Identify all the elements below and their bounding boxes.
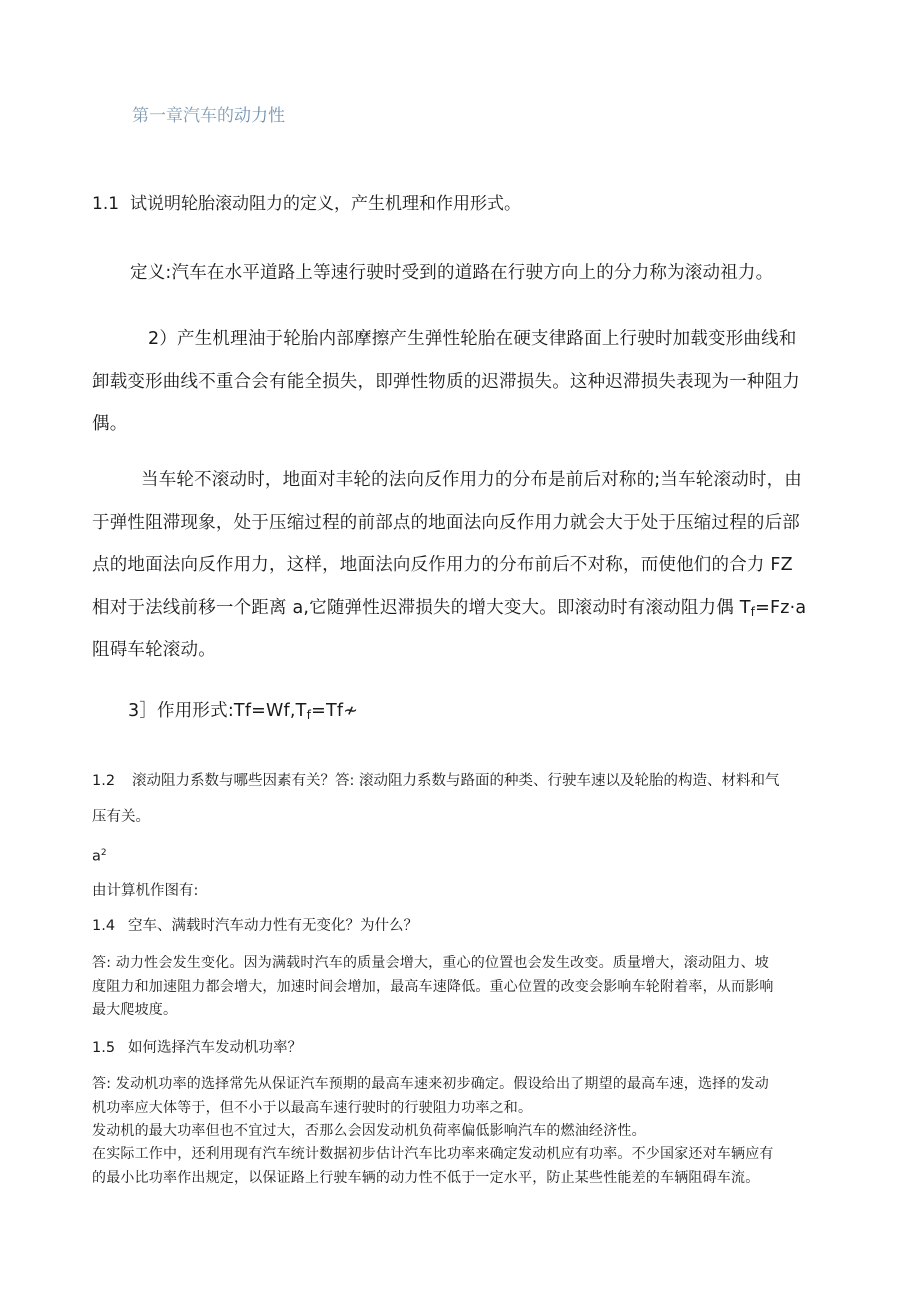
question-1-2 <box>92 769 780 790</box>
question-1-1 <box>92 189 521 214</box>
mechanism-line-2: 卸载变形曲线不重合会有能全损失，即弹性物质的迟滞损失。这种迟滞损失表现为一种阻力 <box>92 372 800 392</box>
action-form-prefix: 3］作用形式:Tf=Wf,T <box>128 701 307 721</box>
explanation-line-5: 阻碍车轮滚动。 <box>92 640 216 660</box>
question-number: 1.4 <box>92 918 116 934</box>
fragment-base: a <box>92 848 101 865</box>
answer-1-4-line-3: 最大爬坡度。 <box>92 1002 178 1018</box>
question-number: 1.2 <box>92 773 116 789</box>
question-number: 1.1 <box>92 194 120 214</box>
question-text: 滚动阻力系数与哪些因素有关？答: 滚动阻力系数与路面的种类、行驶车速以及轮胎的构造、材料和气 <box>132 773 780 789</box>
explanation-line-4-text: 相对于法线前移一个距离 a,它随弹性迟滞损失的增大变大。即滚动时有滚动阻力偶 T <box>92 598 751 618</box>
answer-1-5-line-4: 在实际工作中，还利用现有汽车统计数据初步估计汽车比功率来确定发动机应有功率。不少国家还对车辆应有 <box>92 1146 774 1162</box>
formula-subscript: f <box>750 605 756 620</box>
explanation-line-4 <box>92 594 806 619</box>
explanation-line-1: 当车轮不滚动时，地面对丰轮的法向反作用力的分布是前后对称的;当车轮滚动时，由 <box>141 470 802 490</box>
question-1-4 <box>92 914 418 935</box>
answer-1-5-line-5: 的最小比功率作出规定，以保证路上行驶车辆的动力性不低于一定水平，防止某些性能差的车辆阻碍车流。 <box>92 1170 760 1186</box>
question-1-2-continuation: 压有关。 <box>92 809 150 825</box>
question-text: 试说明轮胎滚动阻力的定义，产生机理和作用形式。 <box>130 194 521 214</box>
fragment-superscript: 2 <box>100 848 107 858</box>
explanation-line-2: 于弹性阻滞现象，处于压缩过程的前部点的地面法向反作用力就会大于处于压缩过程的后部 <box>92 513 800 533</box>
question-1-5 <box>92 1036 302 1057</box>
answer-1-5-line-3: 发动机的最大功率但也不宜过大，否那么会因发动机负荷率偏低影响汽车的燃油经济性。 <box>92 1123 646 1139</box>
action-form-subscript: f <box>306 708 312 723</box>
mechanism-line-1: 2）产生机理油于轮胎内部摩擦产生弹性轮胎在硬支律路面上行驶时加载变形曲线和 <box>148 329 797 349</box>
question-text: 如何选择汽车发动机功率？ <box>128 1040 302 1056</box>
action-form-line <box>128 697 358 722</box>
chapter-title-main: 第一章汽车的 <box>132 106 234 126</box>
computer-plot-note: 由计算机作图有: <box>92 883 199 899</box>
action-form-rest: =Tf≁ <box>311 701 359 721</box>
question-number: 1.5 <box>92 1040 116 1056</box>
explanation-line-3: 点的地面法向反作用力，这样，地面法向反作用力的分布前后不对称，而使他们的合力 FZ <box>92 555 793 575</box>
definition-paragraph: 定义:汽车在水平道路上等速行驶时受到的道路在行驶方向上的分力称为滚动祖力。 <box>130 263 774 283</box>
formula-rest: =Fz·a <box>755 598 807 618</box>
mechanism-line-3: 偶。 <box>92 414 128 434</box>
chapter-title <box>132 101 285 126</box>
question-text: 空车、满载时汽车动力性有无变化？为什么？ <box>128 918 418 934</box>
formula-fragment <box>92 848 107 864</box>
answer-1-4-line-1: 答: 动力性会发生变化。因为满载时汽车的质量会增大，重心的位置也会发生改变。质量增大，滚动阻力、坡 <box>92 955 769 971</box>
answer-1-4-line-2: 度阻力和加速阻力都会增大，加速时间会增加，最高车速降低。重心位置的改变会影响车轮附着率，从而影响 <box>92 979 774 995</box>
answer-1-5-line-2: 机功率应大体等于，但不小于以最高车速行驶时的行驶阻力功率之和。 <box>92 1100 533 1116</box>
answer-1-5-line-1: 答: 发动机功率的选择常先从保证汽车预期的最高车速来初步确定。假设给出了期望的最高车速，选择的发动 <box>92 1076 769 1092</box>
chapter-title-accent: 动力性 <box>234 106 285 126</box>
